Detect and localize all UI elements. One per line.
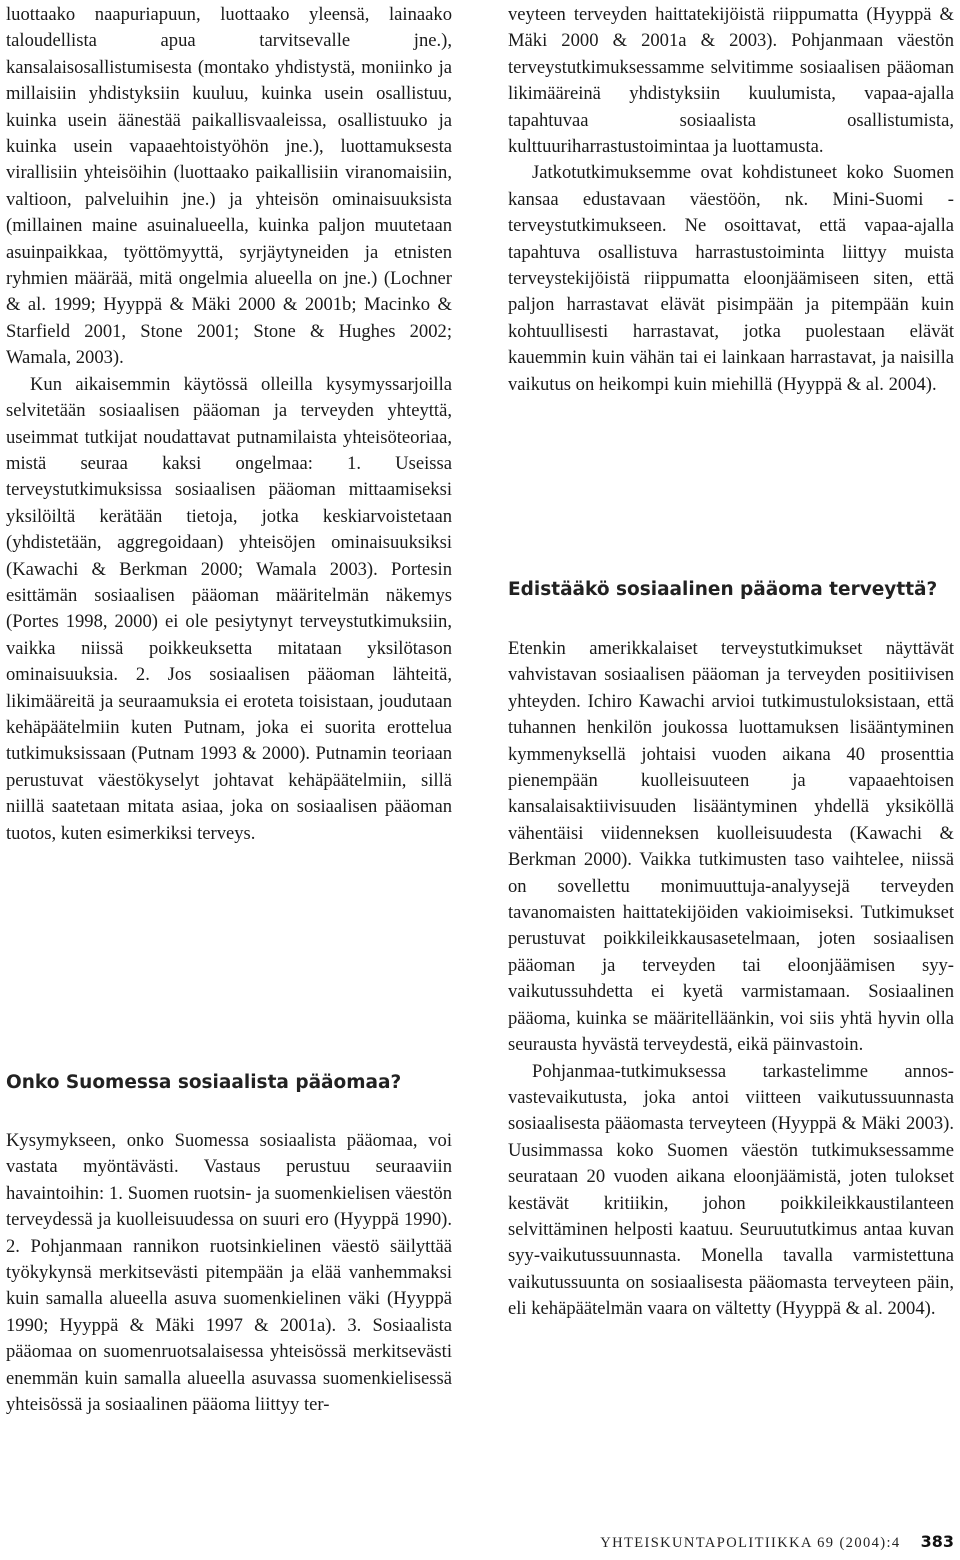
left-column — [6, 2, 452, 847]
body-paragraph: luottaako naapuriapuun, luottaako yleensä, lainaako taloudellista apua tarvitsevalle jne.), kansalaisosallistumisesta (montako yhdistystä, moniinko ja millaisiin yhdistyksiin kuuluu, kuinka usein osallistuu, kuinka usein äänestää paikallisvaaleissa, osallistuuko ja kuinka usein vapaaehtoistyöhön jne.), luottamuksesta virallisiin yhteisöihin (luottaako paikallisiin viranomaisiin, valtioon, palveluihin jne.) ja yhteisön ominaisuuksista (millainen maine asuinalueella, kuinka paljon muutetaan asuinpaikkaa, työttömyyttä, syrjäytyneiden ja etnisten ryhmien määrää, mitä ongelmia alueella on jne.) (Lochner & al. 1999; Hyyppä & Mäki 2000 & 2001b; Macinko & Starfield 2001, Stone 2001; Stone & Hughes 2002; Wamala, 2003). — [6, 4, 452, 369]
body-paragraph: Kun aikaisemmin käytössä olleilla kysymyssarjoilla selvitetään sosiaalisen pääoman ja terveyden yhteyttä, useimmat tutkijat noudattavat putnamilaista yhteisöteoriaa, mistä seuraa kaksi ongelmaa: 1. Useissa terveystutkimuksissa sosiaalisen pääoman mittaamiseksi yksilöiltä kerätään tietoja, jotka keskiarvoistetaan (yhdistetään, aggregoidaan) yhteisöjen ominaisuuksiksi (Kawachi & Berkman 2000; Wamala 2003). Portesin esittämän sosiaalisen pääoman määritelmän näkemys (Portes 1998, 2000) ei ole pesiytynyt terveystutkimuksiin, vaikka niissä poikkeuksetta mitataan yksilötason ominaisuuksia. 2. Jos sosiaalisen pääoman lähteitä, likimääreitä ja seuraamuksia ei eroteta toisistaan, joudutaan kehäpäätelmiin kuten Putnam, joka ei suorita erottelua tutkimuksissaan (Putnam 1993 & 2000). Putnamin teoriaan perustuvat väestökyselyt johtavat kehäpäätelmiin, sillä niillä saatetaan mitata asiaa, joka on sosiaalisen pääoman tuotos, kuten esimerkiksi terveys. — [6, 373, 452, 844]
left-column-section — [6, 1128, 452, 1418]
right-column-section — [508, 636, 954, 1323]
body-paragraph: veyteen terveyden haittatekijöistä riippumatta (Hyyppä & Mäki 2000 & 2001a & 2003). Pohjanmaan väestön terveystutkimuksessamme selvitimme sosiaalisen pääoman likimääreinä yhdistyksiin kuulumista, vapaa-ajalla tapahtuvaa sosiaalista osallistumista, kulttuuriharrastustoimintaa ja luottamusta. — [508, 4, 954, 158]
page-footer — [508, 1532, 954, 1556]
section-heading: Onko Suomessa sosiaalista pääomaa? — [6, 1072, 402, 1093]
page-number: 383 — [920, 1532, 954, 1551]
body-paragraph: Kysymykseen, onko Suomessa sosiaalista pääomaa, voi vastata myöntävästi. Vastaus perustuu seuraaviin havaintoihin: 1. Suomen ruotsin- ja suomenkielisen väestön terveydessä ja kuolleisuudessa on suuri ero (Hyyppä 1990). 2. Pohjanmaan rannikon ruotsinkielinen väestö säilyttää työkykynsä merkitsevästi pitempään ja elää vanhemmaksi kuin samalla alueella asuva suomenkielinen väki (Hyyppä 1990; Hyyppä & Mäki 1997 & 2001a). 3. Sosiaalista pääomaa on suomenruotsalaisessa yhteisössä merkitsevästi enemmän kuin samalla alueella asuvassa suomenkielisessä yhteisössä ja sosiaalinen pääoma liittyy ter- — [6, 1130, 452, 1416]
body-paragraph: Jatkotutkimuksemme ovat kohdistuneet koko Suomen kansaa edustavaan väestöön, nk. Mini-Suomi -terveystutkimukseen. Ne osoittavat, että vapaa-ajalla tapahtuva osallistuva harrastustoiminta liittyy muista terveystekijöistä riippumatta eloonjäämiseen siten, että paljon harrastavat elävät pisimpään ja pitempään kuin kohtuullisesti harrastavat, jotka puolestaan elävät kauemmin kuin vähän tai ei lainkaan harrastavat, ja naisilla vaikutus on heikompi kuin miehillä (Hyyppä & al. 2004). — [508, 162, 954, 395]
journal-name: YHTEISKUNTAPOLITIIKKA 69 (2004):4 — [600, 1535, 901, 1551]
section-heading: Edistääkö sosiaalinen pääoma terveyttä? — [508, 579, 938, 600]
right-column — [508, 2, 954, 398]
body-paragraph: Pohjanmaa-tutkimuksessa tarkastelimme annos-vastevaikutusta, joka antoi viitteen vaikutussuunnasta sosiaalisesta pääomasta terveyteen (Hyyppä & Mäki 2003). Uusimmassa koko Suomen väestön tutkimuksessamme seurataan 20 vuoden aikana eloonjäämistä, joten tulokset kestävät kritiikin, johon poikkileikkaustilanteen selvittäminen helposti kaatuu. Seuruututkimus antaa kuvan syy-vaikutussuunnasta. Monella tavalla varmistettuna vaikutussuunta on sosiaalisesta pääomasta terveyteen päin, eli kehäpäätelmän vaara on vältetty (Hyyppä & al. 2004). — [508, 1060, 954, 1320]
body-paragraph: Etenkin amerikkalaiset terveystutkimukset näyttävät vahvistavan sosiaalisen pääoman ja terveyden positiivisen yhteyden. Ichiro Kawachi arvioi tutkimustuloksistaan, että tuhannen henkilön joukossa luottamuksen lisääntyminen kymmenyksellä johtaisi vuoden aikana 40 prosenttia pienempään kuolleisuuteen ja vapaaehtoisen kansalaisaktiivisuuden lisääntyminen yhdellä yksiköllä vähentäisi viidenneksen kuolleisuudesta (Kawachi & Berkman 2000). Vaikka tutkimusten taso vaihtelee, niissä on sovellettu monimuuttuja-analyysejä terveyden tavanomaisten haittatekijöiden vakioimiseksi. Tutkimukset perustuvat poikkileikkausasetelmaan, joten sosiaalisen pääoman ja terveyden tai eloonjäämisen syy-vaikutussuhdetta ei kyetä varmistamaan. Sosiaalinen pääoma, kuinka se määritelläänkin, voi siis yhtä hyvin olla seurausta hyvästä terveydestä, eikä päinvastoin. — [508, 638, 954, 1056]
